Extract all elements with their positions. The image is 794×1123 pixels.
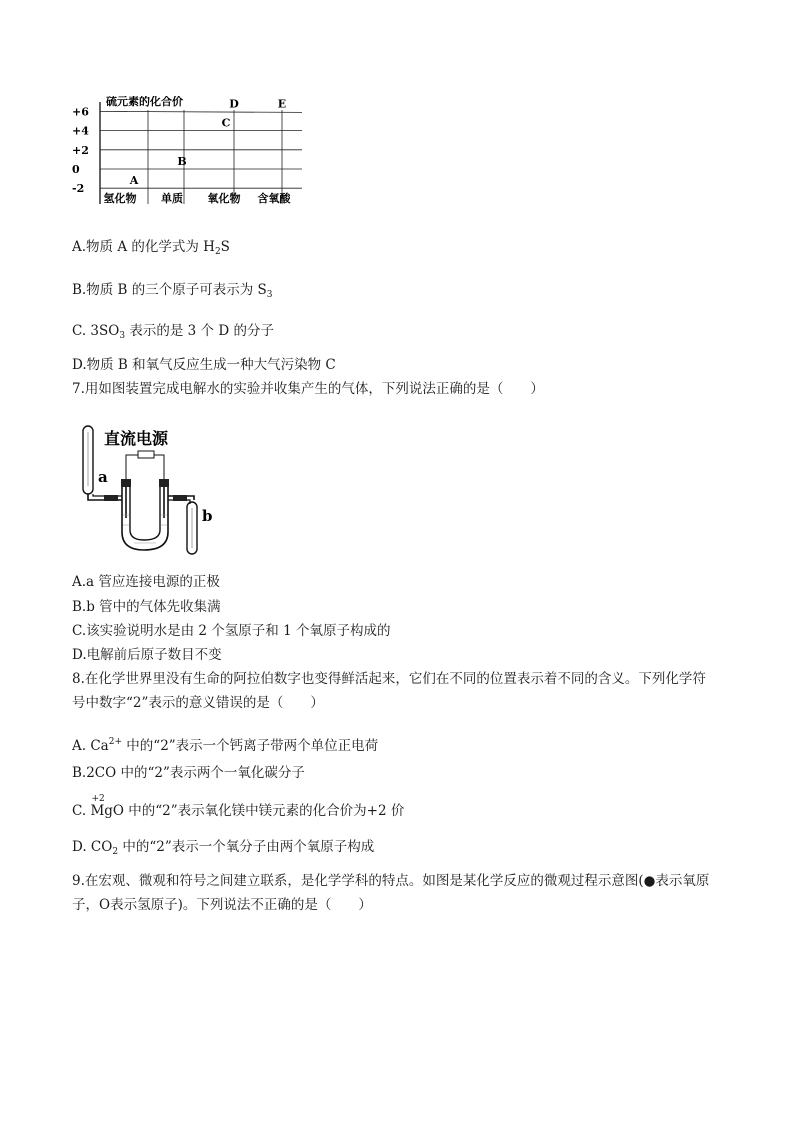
q7-stem: 7.用如图装置完成电解水的实验并收集产生的气体，下列说法正确的是（ ）	[72, 381, 544, 397]
category-label: 氧化物	[207, 192, 241, 205]
q6-option-d: D.物质 B 和氧气反应生成一种大气污染物 C	[72, 357, 336, 373]
point-label-e: E	[277, 97, 287, 111]
sulfur-valence-graph	[72, 96, 312, 214]
q7-option-a: A.a 管应连接电源的正极	[72, 574, 220, 590]
q7-option-c: C.该实验说明水是由 2 个氢原子和 1 个氧原子构成的	[72, 623, 391, 639]
y-tick-label: +6	[72, 105, 89, 119]
graph-title: 硫元素的化合价	[106, 96, 183, 108]
q7-option-b: B.b 管中的气体先收集满	[72, 599, 221, 615]
q6-option-c: C. $3SO_3$ 表示的是 3 个 D 的分子	[72, 323, 274, 341]
electrolysis-apparatus-figure	[74, 420, 224, 560]
q6-option-b: B.物质 B 的三个原子可表示为 $S_3$	[72, 282, 273, 300]
category-label: 单质	[161, 192, 183, 205]
q8-option-d: D. $CO_2$ 中的“2”表示一个氧分子由两个氧原子构成	[72, 839, 375, 857]
power-label: 直流电源	[104, 429, 169, 448]
tube-a-label: a	[98, 468, 108, 486]
point-label-a: A	[129, 174, 139, 188]
q8-option-c: C. +2 MgO 中的“2”表示氧化镁中镁元素的化合价为+2 价	[72, 802, 404, 820]
y-tick-label: +2	[72, 143, 89, 157]
y-tick-label: -2	[72, 182, 85, 196]
q6-option-a: A.物质 A 的化学式为 $H_2S$	[72, 239, 230, 257]
q8-stem-line1: 8.在化学世界里没有生命的阿拉伯数字也变得鲜活起来，它们在不同的位置表示着不同的含义。下列化学符	[72, 671, 706, 687]
y-tick-label: 0	[72, 163, 80, 176]
q7-option-d: D.电解前后原子数目不变	[72, 647, 222, 663]
point-label-b: B	[177, 155, 187, 168]
q9-stem-line1: 9.在宏观、微观和符号之间建立联系，是化学学科的特点。如图是某化学反应的微观过程示意图(●表示氧原	[72, 873, 710, 889]
point-label-c: C	[221, 116, 231, 130]
grid-line-h	[100, 111, 302, 112]
category-label: 氢化物	[103, 192, 137, 205]
q8-option-a: A. $Ca^{2+}$ 中的“2”表示一个钙离子带两个单位正电荷	[72, 737, 379, 754]
q9-stem-line2: 子，O表示氢原子)。下列说法不正确的是（ ）	[72, 897, 372, 913]
valence-mark: +2	[91, 794, 105, 804]
point-label-d: D	[229, 97, 239, 111]
category-label: 含氧酸	[257, 192, 291, 205]
y-tick-label: +4	[72, 124, 89, 138]
q8-stem-line2: 号中数字“2”表示的意义错误的是（ ）	[72, 695, 324, 711]
q8-option-b: B.2CO 中的“2”表示两个一氧化碳分子	[72, 765, 305, 781]
tube-b-label: b	[202, 507, 213, 525]
